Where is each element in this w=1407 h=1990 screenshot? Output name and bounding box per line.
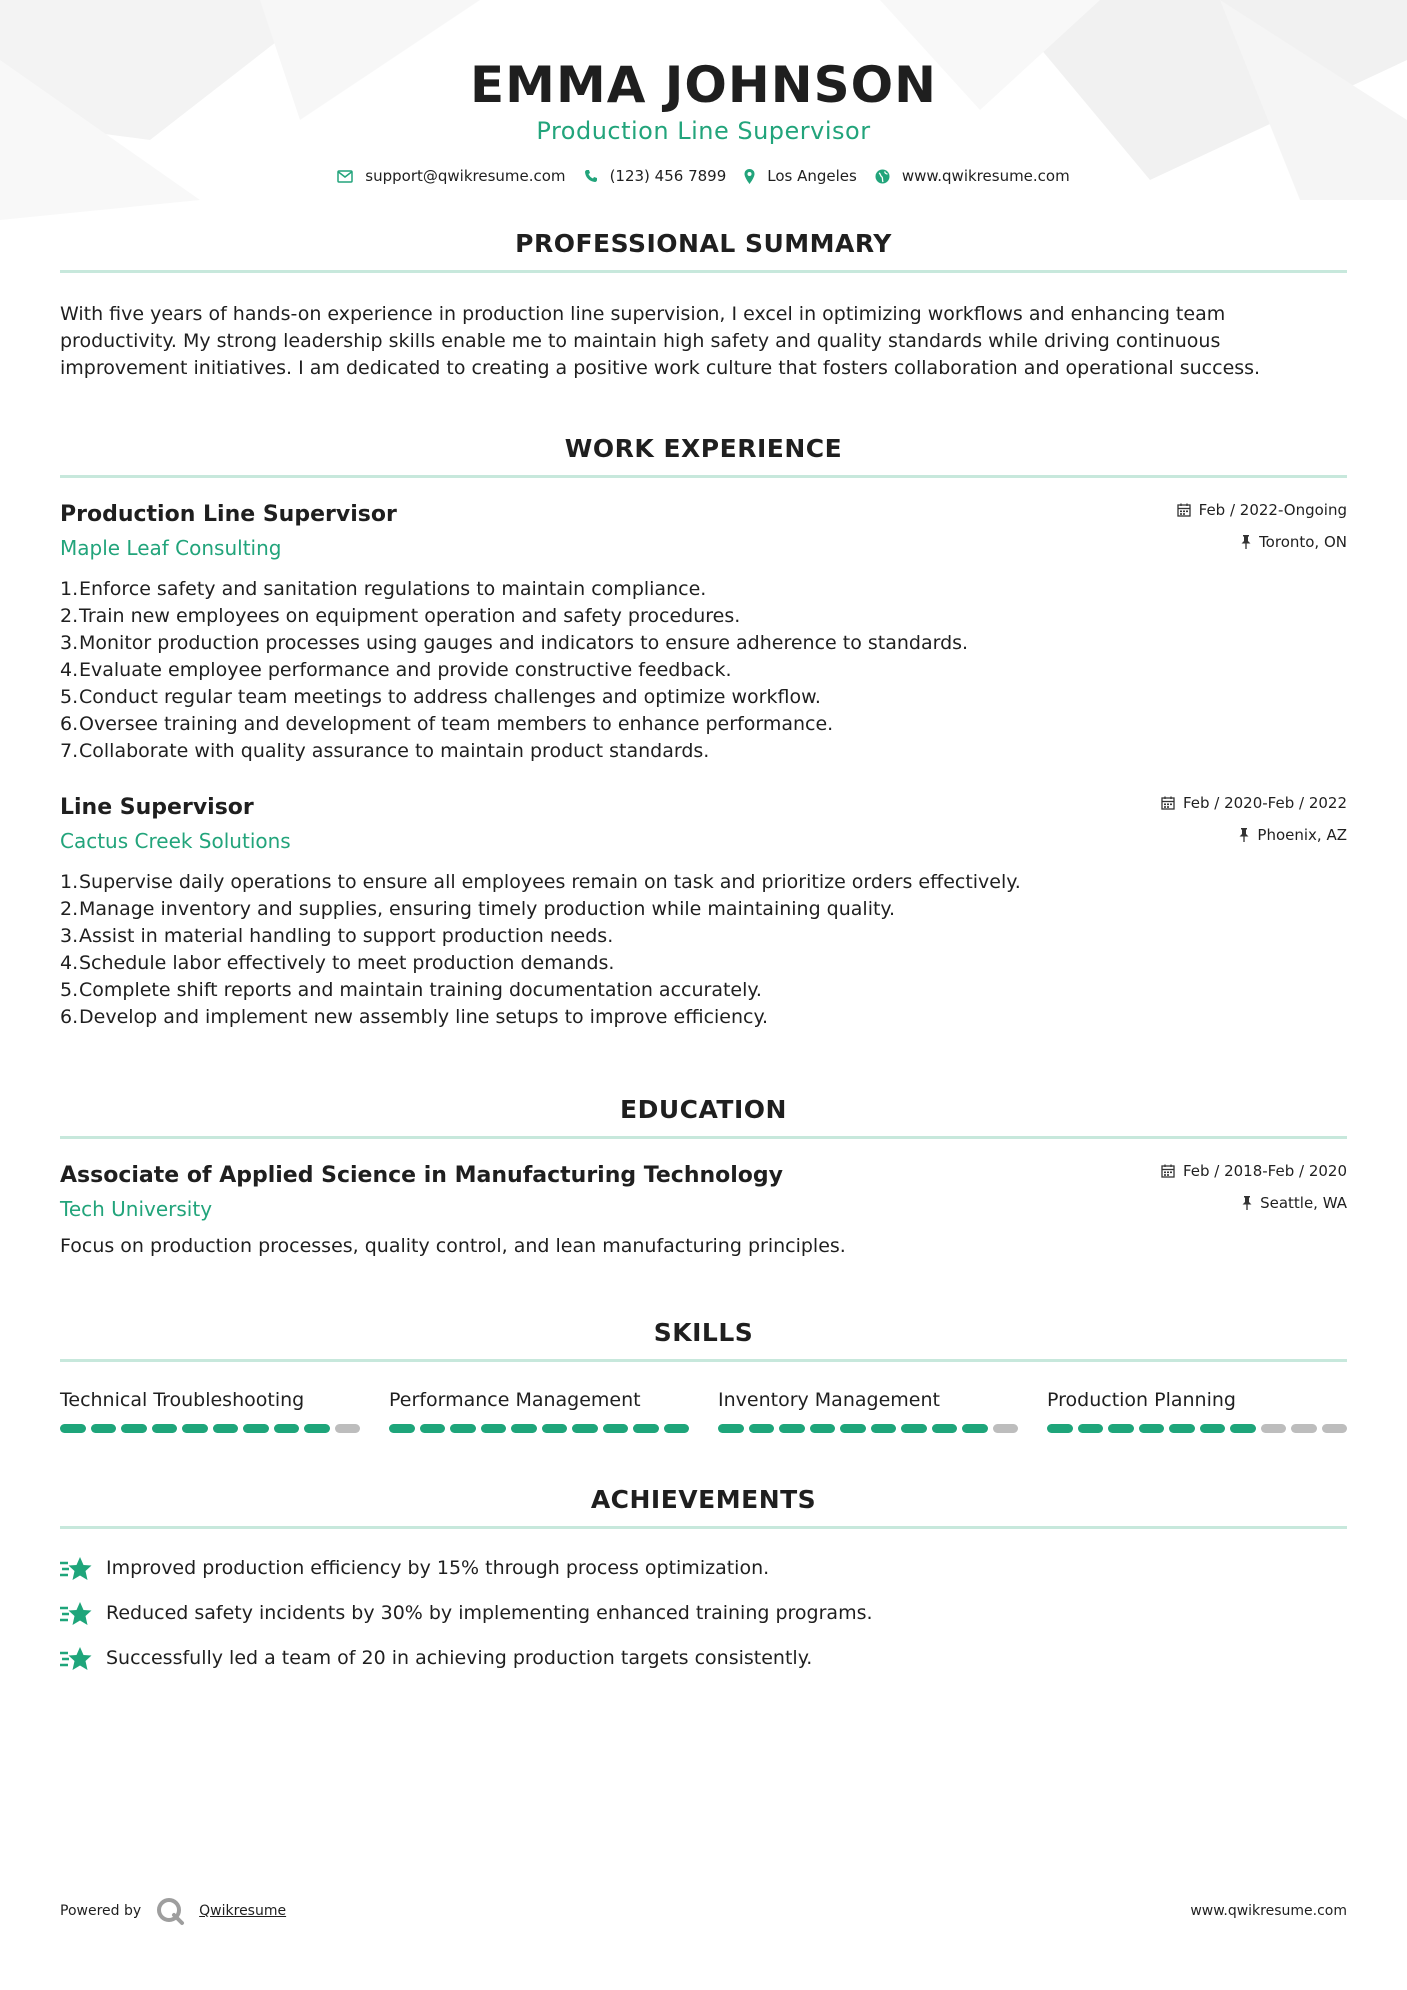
summary-section [60, 229, 1347, 382]
phone-icon [584, 169, 598, 183]
resume-header [60, 0, 1347, 185]
contact-email[interactable] [337, 167, 565, 185]
job-location: Phoenix, AZ [1257, 826, 1347, 844]
list-item: 3. Assist in material handling to support production needs. [60, 925, 614, 947]
pushpin-icon [1239, 828, 1249, 842]
envelope-icon [337, 170, 353, 183]
powered-by [60, 1896, 286, 1926]
skill-segment-filled [1169, 1424, 1195, 1433]
skill-segment-empty [1261, 1424, 1287, 1433]
pushpin-icon [1241, 535, 1251, 549]
list-item: Improved production efficiency by 15% through process optimization. [60, 1555, 1347, 1582]
skill-segment-filled [779, 1424, 805, 1433]
candidate-name: EMMA JOHNSON [470, 56, 937, 114]
skill-level-bar [718, 1424, 1018, 1433]
job-dates: Feb / 2020-Feb / 2022 [1182, 794, 1347, 812]
skill-segment-filled [1139, 1424, 1165, 1433]
skill-segment-filled [511, 1424, 537, 1433]
job-location: Toronto, ON [1259, 533, 1347, 551]
skill-segment-filled [1230, 1424, 1256, 1433]
skill-segment-empty [993, 1424, 1019, 1433]
skill-segment-filled [871, 1424, 897, 1433]
skill-segment-filled [420, 1424, 446, 1433]
star-icon [60, 1646, 92, 1672]
skill-segment-filled [542, 1424, 568, 1433]
skill-segment-filled [243, 1424, 269, 1433]
skill-segment-filled [749, 1424, 775, 1433]
education-entry [60, 1161, 1347, 1260]
skill-name: Technical Troubleshooting [60, 1389, 305, 1411]
skill-segment-filled [718, 1424, 744, 1433]
list-item: 1. Supervise daily operations to ensure all employees remain on task and prioritize orders effectively. [60, 871, 1021, 893]
candidate-role: Production Line Supervisor [536, 117, 871, 145]
skill-segment-filled [304, 1424, 330, 1433]
achievements-list [60, 1555, 1347, 1672]
list-item: 3. Monitor production processes using gauges and indicators to ensure adherence to standards. [60, 632, 969, 654]
skill-segment-filled [962, 1424, 988, 1433]
achievements-section [60, 1485, 1347, 1672]
calendar-icon [1161, 796, 1175, 810]
list-item: Successfully led a team of 20 in achieving production targets consistently. [60, 1645, 1347, 1672]
calendar-icon [1177, 503, 1191, 517]
skills-heading: SKILLS [60, 1318, 1347, 1362]
phone-text[interactable]: (123) 456 7899 [609, 167, 727, 185]
star-icon [60, 1556, 92, 1582]
job-title: Production Line Supervisor [60, 502, 397, 527]
education-section [60, 1095, 1347, 1260]
education-dates: Feb / 2018-Feb / 2020 [1182, 1162, 1347, 1180]
skill-level-bar [60, 1424, 360, 1433]
education-description: Focus on production processes, quality control, and lean manufacturing principles. [60, 1235, 846, 1257]
degree-title: Associate of Applied Science in Manufacturing Technology [60, 1163, 784, 1188]
email-text[interactable]: support@qwikresume.com [365, 167, 566, 185]
list-item: 5. Complete shift reports and maintain training documentation accurately. [60, 979, 762, 1001]
experience-section [60, 434, 1347, 1031]
contact-bar [60, 167, 1347, 185]
skill-segment-filled [60, 1424, 86, 1433]
contact-website[interactable] [875, 167, 1070, 185]
skill-item [1047, 1388, 1347, 1433]
skill-segment-empty [335, 1424, 361, 1433]
list-item: 4. Schedule labor effectively to meet production demands. [60, 952, 615, 974]
education-location: Seattle, WA [1260, 1194, 1347, 1212]
contact-phone[interactable] [584, 167, 727, 185]
list-item: Reduced safety incidents by 30% by implementing enhanced training programs. [60, 1600, 1347, 1627]
skill-segment-filled [932, 1424, 958, 1433]
skill-segment-filled [1108, 1424, 1134, 1433]
skill-segment-filled [572, 1424, 598, 1433]
summary-text: With five years of hands-on experience in production line supervision, I excel in optimizing workflows and enhancing team productivity. My strong leadership skills enable me to maintain high safety and quality standards while driving continuous improvement initiatives. I am dedicated to creating a positive work culture that fosters collaboration and operational success. [60, 303, 1261, 379]
contact-location [744, 167, 857, 185]
qwikresume-logo-icon [155, 1896, 185, 1926]
job-bullets [60, 576, 1347, 765]
website-text[interactable]: www.qwikresume.com [901, 167, 1070, 185]
skills-grid [60, 1388, 1347, 1433]
star-icon [60, 1601, 92, 1627]
skill-segment-filled [603, 1424, 629, 1433]
pushpin-icon [1242, 1196, 1252, 1210]
list-item: 5. Conduct regular team meetings to address challenges and optimize workflow. [60, 686, 821, 708]
job-entry [60, 500, 1347, 765]
summary-heading: PROFESSIONAL SUMMARY [60, 229, 1347, 273]
skill-name: Production Planning [1047, 1389, 1236, 1411]
list-item: 1. Enforce safety and sanitation regulations to maintain compliance. [60, 578, 707, 600]
list-item: 6. Oversee training and development of team members to enhance performance. [60, 713, 834, 735]
skill-segment-filled [481, 1424, 507, 1433]
location-text: Los Angeles [767, 167, 857, 185]
skill-name: Performance Management [389, 1389, 641, 1411]
skill-segment-filled [389, 1424, 415, 1433]
job-entry [60, 793, 1347, 1031]
education-heading: EDUCATION [60, 1095, 1347, 1139]
powered-by-label: Powered by [60, 1903, 142, 1919]
job-company: Cactus Creek Solutions [60, 829, 291, 853]
brand-link[interactable]: Qwikresume [199, 1903, 287, 1919]
skill-segment-filled [450, 1424, 476, 1433]
skill-segment-filled [810, 1424, 836, 1433]
skill-segment-filled [152, 1424, 178, 1433]
list-item: 7. Collaborate with quality assurance to maintain product standards. [60, 740, 710, 762]
skill-segment-filled [1200, 1424, 1226, 1433]
skill-item [718, 1388, 1018, 1433]
footer-website[interactable]: www.qwikresume.com [1190, 1903, 1347, 1919]
list-item: 4. Evaluate employee performance and provide constructive feedback. [60, 659, 732, 681]
skill-segment-filled [213, 1424, 239, 1433]
skill-segment-filled [1047, 1424, 1073, 1433]
skill-segment-filled [121, 1424, 147, 1433]
skill-segment-filled [274, 1424, 300, 1433]
list-item: 2. Train new employees on equipment operation and safety procedures. [60, 605, 741, 627]
job-dates: Feb / 2022-Ongoing [1198, 501, 1347, 519]
skill-segment-empty [1291, 1424, 1317, 1433]
skill-name: Inventory Management [718, 1389, 940, 1411]
skill-level-bar [389, 1424, 689, 1433]
job-title: Line Supervisor [60, 795, 254, 820]
list-item: 6. Develop and implement new assembly line setups to improve efficiency. [60, 1006, 769, 1028]
skill-segment-filled [182, 1424, 208, 1433]
skill-level-bar [1047, 1424, 1347, 1433]
skill-segment-empty [1322, 1424, 1348, 1433]
skill-segment-filled [633, 1424, 659, 1433]
skill-segment-filled [1078, 1424, 1104, 1433]
skill-segment-filled [840, 1424, 866, 1433]
job-company: Maple Leaf Consulting [60, 536, 282, 560]
experience-heading: WORK EXPERIENCE [60, 434, 1347, 478]
job-bullets [60, 869, 1347, 1031]
skill-item [60, 1388, 360, 1433]
skills-section [60, 1318, 1347, 1433]
skill-item [389, 1388, 689, 1433]
skill-segment-filled [91, 1424, 117, 1433]
globe-icon [875, 169, 890, 184]
page-footer [60, 1896, 1347, 1926]
skill-segment-filled [901, 1424, 927, 1433]
achievements-heading: ACHIEVEMENTS [60, 1485, 1347, 1529]
map-pin-icon [744, 169, 755, 184]
calendar-icon [1161, 1164, 1175, 1178]
skill-segment-filled [664, 1424, 690, 1433]
list-item: 2. Manage inventory and supplies, ensuring timely production while maintaining quality. [60, 898, 896, 920]
school-name: Tech University [60, 1197, 213, 1221]
